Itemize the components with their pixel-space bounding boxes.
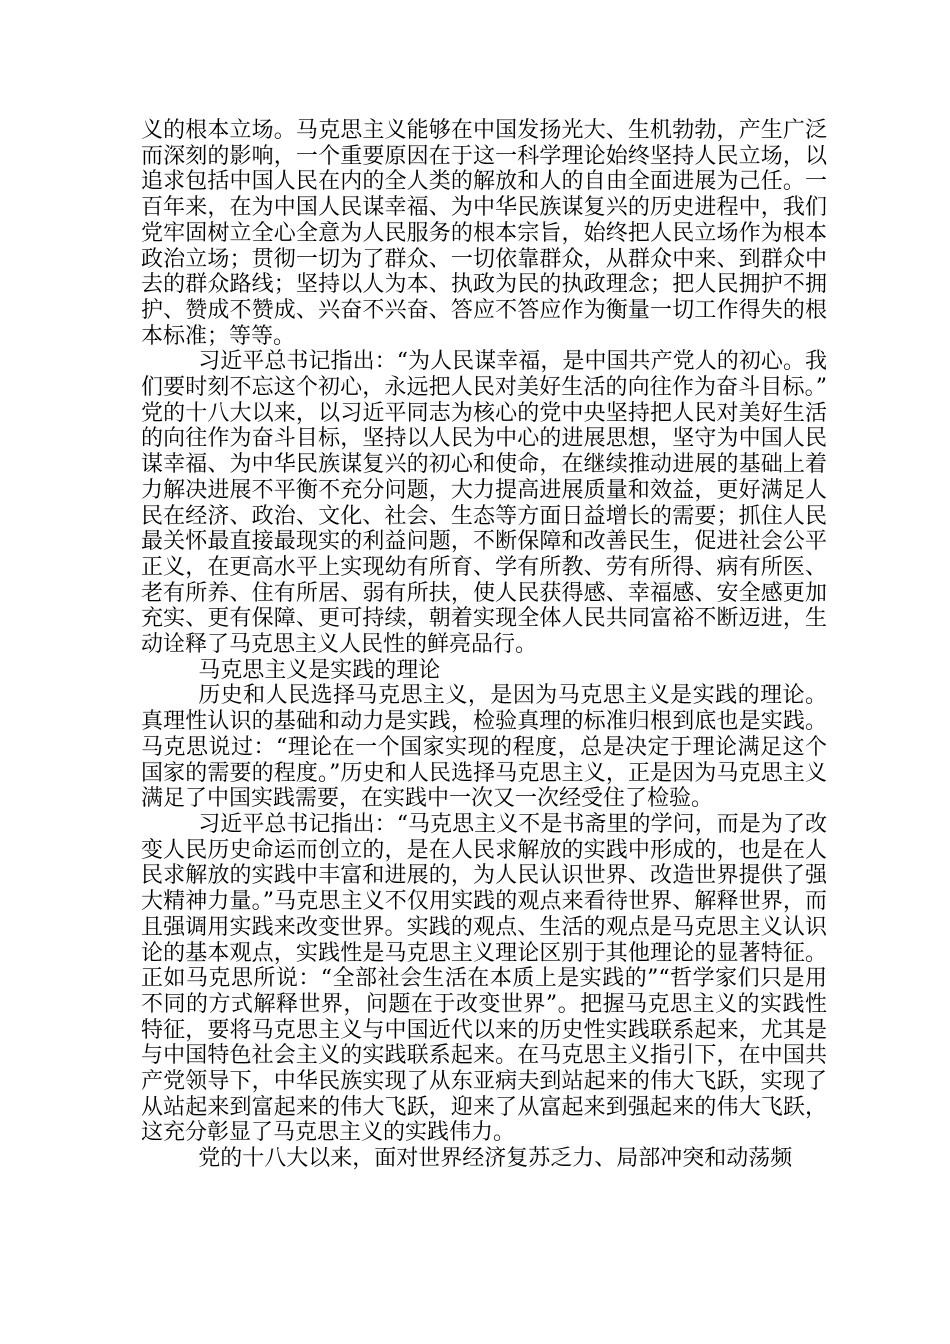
paragraph-since-18th-congress: 党的十八大以来，面对世界经济复苏乏力、局部冲突和动荡频: [198, 1146, 793, 1172]
paragraph-people-stance: 义的根本立场。马克思主义能够在中国发扬光大、生机勃勃，产生广泛而深刻的影响，一个重要原因在于这一科学理论始终坚持人民立场，以追求包括中国人民在内的全人类的解放和人的自由全面进展为己任。一百年来，在为中国人民谋幸福、为中华民族谋复兴的历史进程中，我们党牢固树立全心全意为人民服务的根本宗旨，始终把人民立场作为根本政治立场；贯彻一切为了群众、一切依靠群众，从群众中来、到群众中去的群众路线；坚持以人为本、执政为民的执政理念；把人民拥护不拥护、赞成不赞成、兴奋不兴奋、答应不答应作为衡量一切工作得失的根本标准；等等。: [141, 118, 827, 349]
paragraph-xi-practice: 习近平总书记指出：“马克思主义不是书斋里的学问，而是为了改变人民历史命运而创立的，是在人民求解放的实践中形成的，也是在人民求解放的实践中丰富和进展的，为人民认识世界、改造世界提供了强大精神力量。”马克思主义不仅用实践的观点来看待世界、解释世界，而且强调用实践来改变世界。实践的观点、生活的观点是马克思主义认识论的基本观点，实践性是马克思主义理论区别于其他理论的显著特征。正如马克思所说：“全部社会生活在本质上是实践的”“哲学家们只是用不同的方式解释世界，问题在于改变世界”。把握马克思主义的实践性特征，要将马克思主义与中国近代以来的历史性实践联系起来，尤其是与中国特色社会主义的实践联系起来。在马克思主义指引下，在中国共产党领导下，中华民族实现了从东亚病夫到站起来的伟大飞跃，实现了从站起来到富起来的伟大飞跃，迎来了从富起来到强起来的伟大飞跃，这充分彰显了马克思主义的实践伟力。: [141, 811, 827, 1146]
section-heading-practice-theory: 马克思主义是实践的理论: [198, 657, 441, 683]
document-page: [141, 118, 827, 1172]
paragraph-xi-original-aspiration: 习近平总书记指出：“为人民谋幸福，是中国共产党人的初心。我们要时刻不忘这个初心，永远把人民对美好生活的向往作为奋斗目标。”党的十八大以来，以习近平同志为核心的党中央坚持把人民对美好生活的向往作为奋斗目标，坚持以人民为中心的进展思想，坚守为中国人民谋幸福、为中华民族谋复兴的初心和使命，在继续推动进展的基础上着力解决进展不平衡不充分问题，大力提高进展质量和效益，更好满足人民在经济、政治、文化、社会、生态等方面日益增长的需要；抓住人民最关怀最直接最现实的利益问题，不断保障和改善民生，促进社会公平正义，在更高水平上实现幼有所育、学有所教、劳有所得、病有所医、老有所养、住有所居、弱有所扶，使人民获得感、幸福感、安全感更加充实、更有保障、更可持续，朝着实现全体人民共同富裕不断迈进，生动诠释了马克思主义人民性的鲜亮品行。: [141, 349, 827, 658]
paragraph-history-choice: 历史和人民选择马克思主义，是因为马克思主义是实践的理论。真理性认识的基础和动力是实践，检验真理的标准归根到底也是实践。马克思说过：“理论在一个国家实现的程度，总是决定于理论满足这个国家的需要的程度。”历史和人民选择马克思主义，正是因为马克思主义满足了中国实践需要，在实践中一次又一次经受住了检验。: [141, 683, 827, 812]
